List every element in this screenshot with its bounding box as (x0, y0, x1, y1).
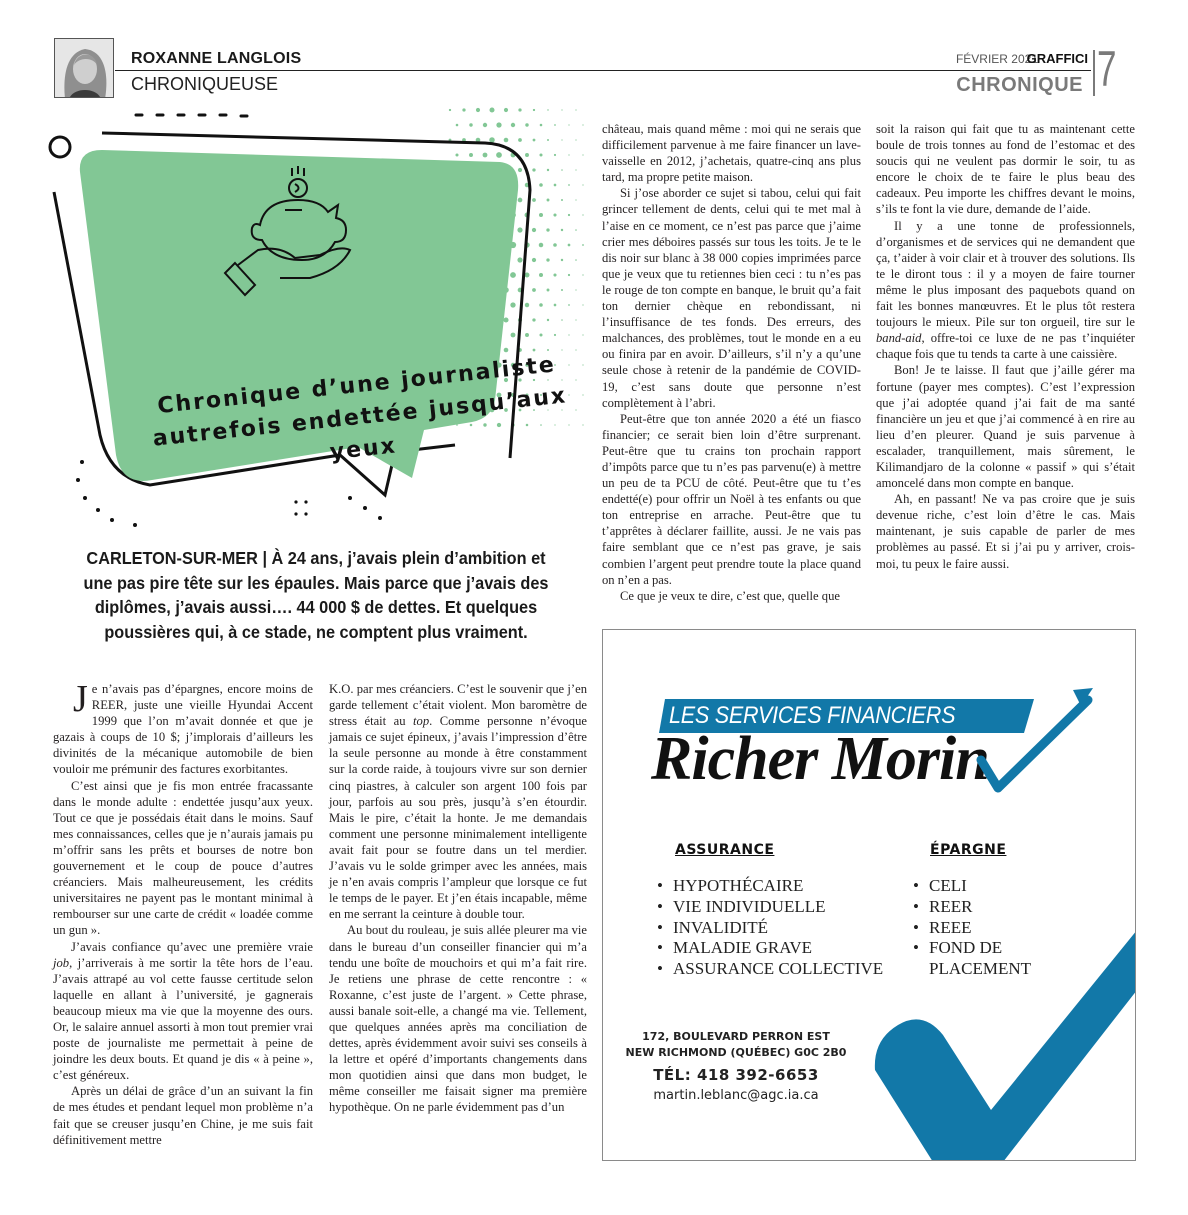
halftone-dot (532, 288, 536, 292)
halftone-dot (554, 184, 557, 187)
halftone-dot (568, 364, 569, 365)
halftone-dot (561, 259, 563, 261)
halftone-dot (582, 124, 583, 125)
halftone-dot (561, 199, 563, 201)
paragraph: Ce que je veux te dire, c’est que, quelle que (620, 588, 840, 603)
halftone-dot (510, 302, 515, 307)
epargne-heading: ÉPARGNE (930, 842, 1007, 858)
paragraph-text: e n’avais pas d’épargnes, encore moins de REER, juste une vieille Hyundai Accent 1999 que l’on m’avait donnée et que je gazais à coups de 10 $; j’implorais d’ailleurs les divinités de la mécanique automobile de bien vouloir me prémunir des factures exorbitantes. (53, 682, 313, 777)
halftone-dot (483, 153, 488, 158)
halftone-dot (532, 258, 536, 262)
article-column-2 (329, 681, 587, 1116)
halftone-dot (547, 139, 549, 141)
halftone-dot (517, 227, 522, 232)
halftone-dot (476, 108, 480, 112)
halftone-dot (525, 333, 529, 337)
section-label: CHRONIQUE (956, 74, 1083, 96)
paragraph: Après un délai de grâce d’un an suivant la fin de mes études et pendant lequel mon problème n’a fait que se creuser jusqu’en Chine, je me suis fait définitivement mettre (53, 1084, 313, 1147)
article-column-3 (602, 121, 861, 604)
halftone-dot (582, 244, 584, 246)
halftone-dot (582, 334, 583, 335)
publication-name: GRAFFICI (1026, 51, 1088, 66)
halftone-dot (469, 153, 473, 157)
halftone-dot (575, 109, 576, 110)
halftone-dot (553, 243, 557, 247)
column-illustration (40, 100, 600, 540)
list-item: • FOND DE PLACEMENT (913, 938, 1023, 980)
author-role: CHRONIQUEUSE (131, 74, 279, 94)
paragraph-text: Il y a une tonne de professionnels, d’organismes et de services qui ne demandent que ça, t’aider à voir clair et à trouver des solutions. Ils te le diront tous : il y a moyen de faire tourner même le plus imposant des paquebots quand on fait les bonnes manœuvres. Et le plus tôt restera toujours le mieux. Pile sur ton orgueil, tire sur le (876, 218, 1135, 330)
halftone-dot (511, 123, 515, 127)
halftone-dot (532, 198, 536, 202)
logo-checkmark-arrow-icon (603, 630, 1136, 830)
halftone-dot (575, 289, 576, 290)
halftone-dot (532, 168, 535, 171)
halftone-dot (518, 168, 522, 172)
page-number-divider (1093, 50, 1095, 96)
halftone-dot (489, 107, 494, 112)
halftone-dot (469, 123, 472, 126)
halftone-dot (575, 349, 576, 350)
paragraph: Si j’ose aborder ce sujet si tabou, celui qui fait grincer tellement de dents, celui qui te met mal à l’aise en ce moment, ce n’est pas parce que j’aime crier mes déboires passés sur tous les toits. Je te le dis noir sur blanc à 38 000 copies imprimées parce que je veux que tu retiennes bien ceci : tu n’es pas le rouge de ton compte en banque, le bruit qu’a fait ton dernier chèque en rebondissant, ni l’insuffisance de tes fonds. Des erreurs, des malchances, des problèmes, tout le monde en a eu ou finira par en avoir. D’ailleurs, s’il n’y a qu’une seule chose à retenir de la pandémie de COVID-19, c’est sans doute que personne n’est complètement à l’abri. (602, 186, 861, 410)
halftone-dot (575, 379, 576, 380)
drop-cap: J (73, 678, 88, 720)
halftone-dot (539, 333, 542, 336)
halftone-dot (575, 139, 576, 140)
halftone-dot (575, 259, 577, 261)
halftone-dot (539, 243, 544, 248)
halftone-dot (575, 409, 576, 410)
halftone-dot (554, 304, 557, 307)
halftone-dot (525, 123, 528, 126)
list-item: • HYPOTHÉCAIRE (657, 876, 883, 897)
paragraph (53, 939, 313, 1084)
halftone-dot (539, 183, 543, 187)
list-item: • VIE INDIVIDUELLE (657, 897, 883, 918)
halftone-dot (496, 152, 502, 158)
halftone-dot (568, 244, 571, 247)
list-item: • REER (913, 897, 1023, 918)
issue-date: FÉVRIER 2021 (955, 52, 1038, 66)
paragraph-text: , j’arriverais à me sortir la tête hors de l’eau. J’avais attrapé au vol cette fausse certitude selon laquelle en allant à l’université, je gagnerais beaucoup mieux ma vie que la moyenne des ours. Or, le salaire annuel assorti à mon tout premier vrai poste de journaliste me permettait à peine de joindre les deux bouts. Et quand je dis « à peine », c’est généreux. (53, 955, 313, 1083)
paragraph: C’est ainsi que je fis mon entrée fracassante dans le monde adulte : endettée jusqu’aux yeux. Tout ce que je possédais était dans le moins. Sauf mes connaissances, celles que je n’aurais jamais pu m’offrir sans les prêts et bourses de notre bon gouvernement et le coup de pouce d’autres créanciers. Mais malheureusement, les crédits universitaires ne payent pas le montant minimal à rembourser sur une carte de crédit « loadée comme un gun ». (53, 778, 313, 938)
illustration-title: Chronique d’une journaliste autrefois endettée jusqu’aux yeux (151, 352, 569, 466)
ad-phone[interactable]: TÉL: 418 392-6653 (653, 1066, 819, 1084)
halftone-dot (575, 229, 577, 231)
halftone-dot (568, 124, 569, 125)
halftone-dot (546, 228, 549, 231)
halftone-dot (575, 169, 576, 170)
halftone-dot (504, 108, 508, 112)
halftone-dot (510, 272, 516, 278)
halftone-dot (547, 109, 548, 110)
paragraph: château, mais quand même : moi qui ne serais que difficilement parvenue à me faire financer un lave-vaisselle en 2012, j’achetais, quatre-cinq ans plus tard, ma propre petite maison. (602, 122, 861, 185)
halftone-dot (511, 333, 516, 338)
halftone-dot (561, 289, 563, 291)
logo-tagline: LES SERVICES FINANCIERS (669, 702, 956, 729)
halftone-dot (561, 139, 562, 140)
ring-decoration (50, 137, 70, 157)
halftone-dot (517, 257, 522, 262)
list-item: • INVALIDITÉ (657, 918, 883, 939)
list-item: • MALADIE GRAVE (657, 938, 883, 959)
halftone-dot (561, 229, 563, 231)
halftone-dot (568, 184, 570, 186)
ad-address-line-1: 172, BOULEVARD PERRON EST (642, 1030, 830, 1043)
halftone-dot (554, 154, 556, 156)
halftone-dot (546, 258, 549, 261)
halftone-dot (539, 303, 543, 307)
halftone-dot (533, 139, 536, 142)
halftone-dot (496, 122, 501, 127)
paragraph-text: K.O. par mes créanciers. C’est le souvenir que j’en garde tellement c’était violent. Mon baromètre de stress était au (329, 682, 587, 729)
halftone-dot (582, 424, 583, 425)
halftone-dot (582, 274, 583, 275)
list-item: • REEE (913, 918, 1023, 939)
paragraph: Ah, en passant! Ne va pas croire que je suis devenue riche, c’est loin d’être le cas. Mais maintenant, je suis capable de parler de mes problèmes au passé. Et si j’ai pu y arriver, crois-moi, tu peux le faire aussi. (876, 492, 1135, 571)
author-name: ROXANNE LANGLOIS (131, 50, 302, 67)
article-column-1 (53, 678, 313, 1148)
epargne-list (913, 876, 1031, 980)
list-item: • CELI (913, 876, 1023, 897)
halftone-dot (518, 198, 523, 203)
halftone-dot (540, 124, 543, 127)
halftone-dot (575, 199, 576, 200)
halftone-dot (582, 154, 583, 155)
ad-address-line-2: NEW RICHMOND (QUÉBEC) G0C 2B0 (625, 1046, 847, 1059)
advertisement[interactable] (602, 629, 1136, 1161)
halftone-dot (539, 273, 543, 277)
halftone-dot (525, 153, 529, 157)
halftone-dot (553, 213, 556, 216)
article-column-4 (876, 121, 1135, 572)
ad-email-link[interactable]: martin.leblanc@agc.ia.ca (653, 1088, 819, 1103)
paragraph (53, 678, 313, 778)
halftone-dot (518, 138, 522, 142)
halftone-dot (582, 184, 583, 185)
italic-word: top (413, 714, 430, 729)
author-portrait-icon (55, 39, 114, 98)
halftone-dot (539, 213, 543, 217)
paragraph-text: J’avais confiance qu’avec une première vraie (71, 939, 313, 954)
halftone-dot (547, 319, 549, 321)
paragraph: Bon! Je te laisse. Il faut que j’aille gérer ma fortune (payer mes comptes). C’est l’expression que j’ai adoptée quand j’ai fait de ma santé financière un jeu et que j’ai commencé à en rire au lieu d’en pleurer. Quand je suis parvenue à escalader, tranquillement, mais sûrement, le Kilimandjaro de la colonne « passif » qui s’était amoncelé dans mon compte en banque. (876, 363, 1135, 491)
halftone-dot (561, 169, 563, 171)
halftone-dot (553, 273, 556, 276)
halftone-dot (547, 169, 549, 171)
logo-wordmark: Richer Morin (651, 725, 989, 793)
halftone-dot (483, 123, 487, 127)
halftone-dot (582, 394, 583, 395)
halftone-dot (547, 289, 550, 292)
paragraph: soit la raison qui fait que tu as maintenant cette boule de trois tonnes au fond de l’estomac et des soucis qui ne veulent pas dormir le soir, tu as encore le choix de te faire le plus beau des cadeaux. Peu importe les chiffres devant le moins, s’ils te font la vie dure, demande de l’aide. (876, 122, 1135, 217)
list-item: • ASSURANCE COLLECTIVE (657, 959, 883, 980)
halftone-dot (582, 364, 583, 365)
paragraph (329, 681, 587, 922)
paragraph: Au bout du rouleau, je suis allée pleurer ma vie dans le bureau d’un conseiller financier qui m’a tendu une boîte de mouchoirs et qui m’a fait rire. Je retiens une phrase de cette rencontre : « Roxanne, c’est juste de l’argent. » Cette phrase, aussi banale soit-elle, a changé ma vie. Tellement, que quelques années après ma conciliation de dettes, après évidemment avoir suivi ses conseils à la lettre et opéré d’importants changements dans mon quotidien ainsi que dans mon budget, le même conseiller me faisait signer ma première hypothèque. On ne parle évidemment pas d’un (329, 923, 587, 1115)
halftone-dot (533, 109, 535, 111)
halftone-dot (554, 334, 556, 336)
halftone-dot (532, 318, 535, 321)
halftone-dot (568, 274, 570, 276)
halftone-dot (449, 109, 451, 111)
paragraph: Peut-être que ton année 2020 a été un fiasco financier; ce serait bien loin d’être surprenant. Peut-être que tu crains ton prochain rapport d’impôts parce que tu n’es pas parvenu(e) à mettre un peu de ta PCU de côté. Peut-être que tu t’es endetté(e) pour offrir un Noël à tes enfants ou que ton entreprise en arrache. Peut-être que tu t’apprêtes à déclarer faillite, aussi. Je ne vais pas faire semblant que ce n’est pas grave, je sais combien l’argent peut prendre toute la place quand on n’en a pas. (602, 411, 861, 587)
halftone-dot (561, 319, 563, 321)
assurance-heading: ASSURANCE (675, 842, 775, 858)
header-divider (115, 70, 1091, 71)
italic-word: band-aid (876, 331, 922, 346)
halftone-dot (462, 108, 465, 111)
halftone-dot (547, 199, 550, 202)
halftone-dot (532, 228, 536, 232)
halftone-dot (568, 334, 569, 335)
halftone-dot (568, 304, 570, 306)
halftone-dot (504, 348, 509, 353)
paragraph (876, 218, 1135, 363)
halftone-dot (456, 124, 459, 127)
halftone-dot (561, 109, 562, 110)
halftone-dot (518, 108, 521, 111)
article-lead: CARLETON-SUR-MER | À 24 ans, j’avais plein d’ambition et une pas pire tête sur les épaules. Mais parce que j’avais des diplômes, j’avais aussi…. 44 000 $ de dettes. Et quelques poussières qui, à ce stade, ne comptent plus vraiment. (83, 548, 549, 642)
dash-decoration (136, 115, 247, 116)
halftone-dot (568, 214, 570, 216)
halftone-dot (539, 153, 542, 156)
author-photo (54, 38, 114, 98)
halftone-dot (575, 319, 576, 320)
speech-bubble-graphic (40, 100, 600, 540)
halftone-dot (582, 304, 583, 305)
paragraph-text: . Comme personne n’évoque jamais ce sujet épineux, j’avais l’impression d’être la seule personne au monde à être constamment sur la corde raide, à toujours vivre sur son dernier cinq piastres, à calculer son argent 100 fois par jour, parfois au sou près, jusqu’à s’en étourdir. Mais le pire, c’était la honte. Je me demandais comment une personne minimalement intelligente avait fait pour se foutre dans un tel merdier. J’avais vu le solde grimper avec les années, mais je n’en avais compris l’ampleur que lorsque ce fut le temps de le payer. Et j’en étais incapable, même en me serrant la ceinture à double tour. (329, 714, 587, 922)
paragraph-text: , offre-toi ce luxe de ne pas t’inquiéter chaque fois que tu tends ta carte à une caissière. (876, 331, 1135, 362)
halftone-dot (525, 303, 529, 307)
halftone-dot (582, 214, 583, 215)
page-number: 7 (1097, 41, 1117, 97)
assurance-list (657, 876, 883, 980)
italic-word: job (53, 955, 70, 970)
halftone-dot (568, 154, 569, 155)
halftone-dot (504, 138, 509, 143)
halftone-dot (554, 124, 556, 126)
halftone-dot (503, 317, 508, 322)
halftone-dot (455, 153, 458, 156)
